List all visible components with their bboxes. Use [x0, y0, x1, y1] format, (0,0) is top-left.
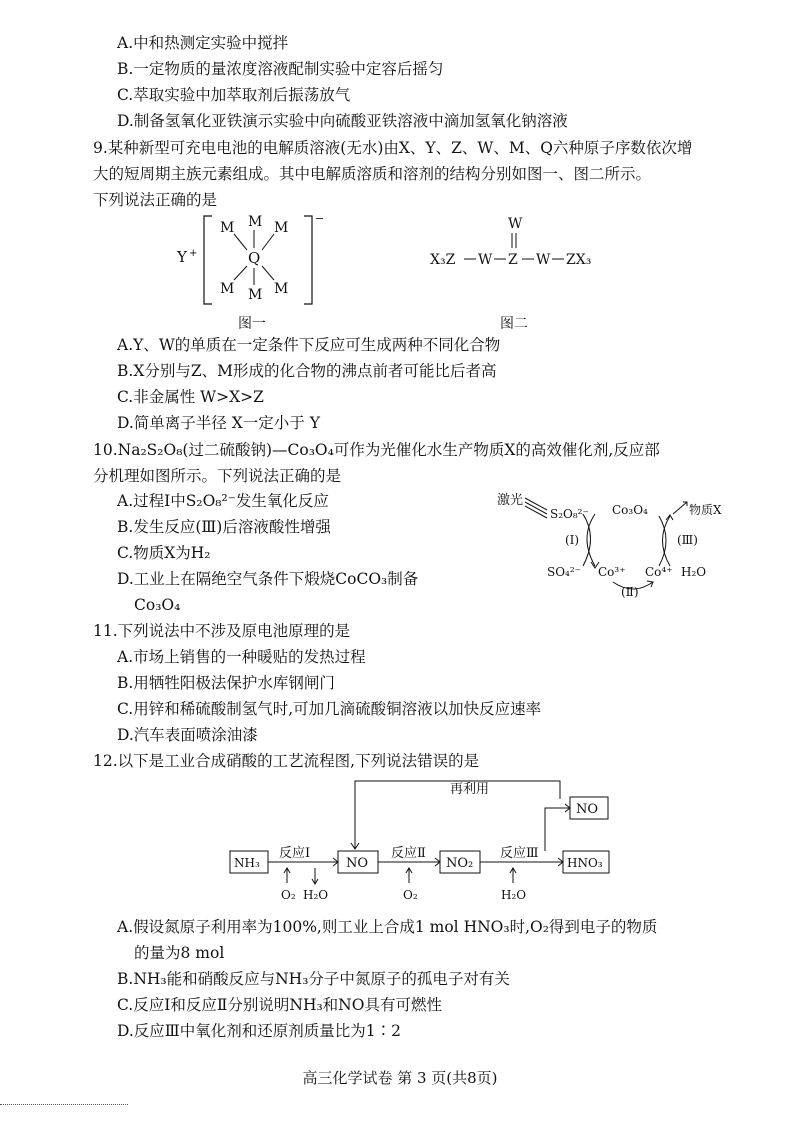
svg-text:M: M	[220, 220, 235, 236]
svg-text:H₂O: H₂O	[303, 888, 329, 902]
q12-option-d: D.反应Ⅲ中氧化剂和还原剂质量比为1∶2	[117, 1022, 401, 1040]
q9-stem-line-2: 大的短周期主族元素组成。其中电解质溶质和溶剂的结构分别如图一、图二所示。	[93, 165, 652, 183]
q9-stem-line-3: 下列说法正确的是	[93, 191, 218, 209]
svg-text:Co₃O₄: Co₃O₄	[612, 503, 648, 517]
svg-text:W: W	[508, 216, 523, 232]
q12-option-a: A.假设氮原子利用率为100%,则工业上合成1 mol HNO₃时,O₂得到电子的物质	[117, 918, 658, 936]
q10-option-d-cont: Co₃O₄	[134, 596, 181, 614]
q8-option-b: B.一定物质的量浓度溶液配制实验中定容后摇匀	[117, 60, 444, 78]
svg-text:NH₃: NH₃	[234, 856, 260, 870]
svg-text:SO₄²⁻: SO₄²⁻	[547, 565, 582, 579]
svg-text:M: M	[274, 220, 289, 236]
bottom-rule	[0, 1104, 128, 1105]
q9-figure-1	[150, 208, 350, 333]
svg-text:W: W	[478, 252, 493, 268]
svg-text:+: +	[189, 248, 198, 259]
q9-stem-line-1: 9.某种新型可充电电池的电解质溶液(无水)由X、Y、Z、W、M、Q六种原子序数依次增	[93, 139, 693, 157]
svg-text:M: M	[220, 281, 235, 297]
svg-text:M: M	[274, 281, 289, 297]
svg-text:Co⁴⁺: Co⁴⁺	[645, 565, 673, 579]
q12-option-c: C.反应Ⅰ和反应Ⅱ分别说明NH₃和NO具有可燃性	[117, 996, 442, 1014]
svg-text:H₂O: H₂O	[501, 888, 527, 902]
svg-text:激光: 激光	[497, 493, 524, 508]
q11-option-c: C.用锌和稀硫酸制氢气时,可加几滴硫酸铜溶液以加快反应速率	[117, 700, 542, 718]
q10-stem-line-2: 分机理如图所示。下列说法正确的是	[93, 467, 342, 485]
q12-option-a-cont: 的量为8 mol	[134, 944, 225, 962]
svg-text:NO: NO	[576, 802, 599, 817]
svg-text:ZX₃: ZX₃	[566, 252, 592, 268]
svg-text:Co³⁺: Co³⁺	[598, 565, 626, 579]
q9-option-b: B.X分别与Z、M形成的化合物的沸点前者可能比后者高	[117, 362, 497, 380]
q12-stem: 12.以下是工业合成硝酸的工艺流程图,下列说法错误的是	[93, 752, 480, 770]
svg-text:S₂O₈²⁻: S₂O₈²⁻	[550, 507, 589, 521]
svg-text:Y: Y	[177, 248, 187, 266]
svg-text:O₂: O₂	[403, 888, 418, 902]
svg-text:(Ⅰ): (Ⅰ)	[565, 533, 580, 547]
svg-text:X₃Z: X₃Z	[430, 252, 456, 268]
q8-option-d: D.制备氢氧化亚铁演示实验中向硫酸亚铁溶液中滴加氢氧化钠溶液	[117, 112, 568, 130]
page-footer: 高三化学试卷 第 3 页(共8页)	[302, 1069, 498, 1087]
q11-stem: 11.下列说法中不涉及原电池原理的是	[93, 622, 351, 640]
svg-text:(Ⅱ): (Ⅱ)	[621, 585, 639, 599]
q9-figure-2	[420, 208, 620, 333]
q12-process-flow	[225, 775, 625, 910]
q10-option-c: C.物质X为H₂	[117, 544, 211, 562]
q12-option-b: B.NH₃能和硝酸反应与NH₃分子中氮原子的孤电子对有关	[117, 970, 510, 988]
q10-option-b: B.发生反应(Ⅲ)后溶液酸性增强	[117, 518, 331, 536]
q11-option-d: D.汽车表面喷涂油漆	[117, 726, 258, 744]
svg-text:−: −	[315, 212, 325, 225]
svg-text:M: M	[248, 214, 263, 230]
svg-text:NO₂: NO₂	[446, 856, 474, 871]
q9-option-a: A.Y、W的单质在一定条件下反应可生成两种不同化合物	[117, 336, 501, 354]
svg-text:Q: Q	[248, 249, 261, 267]
q11-option-b: B.用牺牲阳极法保护水库钢闸门	[117, 674, 335, 692]
svg-text:Z: Z	[508, 252, 518, 268]
svg-text:H₂O: H₂O	[681, 565, 707, 579]
q9-option-c: C.非金属性 W>X>Z	[117, 388, 264, 406]
svg-text:物质X: 物质X	[689, 503, 722, 517]
svg-text:HNO₃: HNO₃	[567, 856, 603, 870]
svg-text:(Ⅲ): (Ⅲ)	[677, 533, 698, 547]
q8-option-a: A.中和热测定实验中搅拌	[117, 34, 289, 52]
svg-text:O₂: O₂	[281, 888, 296, 902]
q11-option-a: A.市场上销售的一种暖贴的发热过程	[117, 648, 366, 666]
svg-text:反应Ⅰ: 反应Ⅰ	[279, 846, 311, 861]
svg-text:W: W	[536, 252, 551, 268]
svg-text:NO: NO	[346, 856, 369, 871]
svg-text:图一: 图一	[238, 316, 266, 332]
svg-text:M: M	[248, 287, 263, 303]
svg-text:再利用: 再利用	[450, 782, 490, 797]
q10-option-d: D.工业上在隔绝空气条件下煅烧CoCO₃制备	[117, 570, 419, 588]
q8-option-c: C.萃取实验中加萃取剂后振荡放气	[117, 86, 351, 104]
q10-stem-line-1: 10.Na₂S₂O₈(过二硫酸钠)—Co₃O₄可作为光催化水生产物质X的高效催化剂,反应部	[93, 441, 660, 459]
q10-option-a: A.过程Ⅰ中S₂O₈²⁻发生氧化反应	[117, 492, 329, 510]
svg-text:反应Ⅲ: 反应Ⅲ	[500, 846, 539, 861]
svg-text:图二: 图二	[500, 316, 528, 332]
q9-option-d: D.简单离子半径 X一定小于 Y	[117, 414, 320, 432]
svg-text:反应Ⅱ: 反应Ⅱ	[391, 846, 426, 861]
q10-mechanism-diagram	[495, 488, 755, 600]
